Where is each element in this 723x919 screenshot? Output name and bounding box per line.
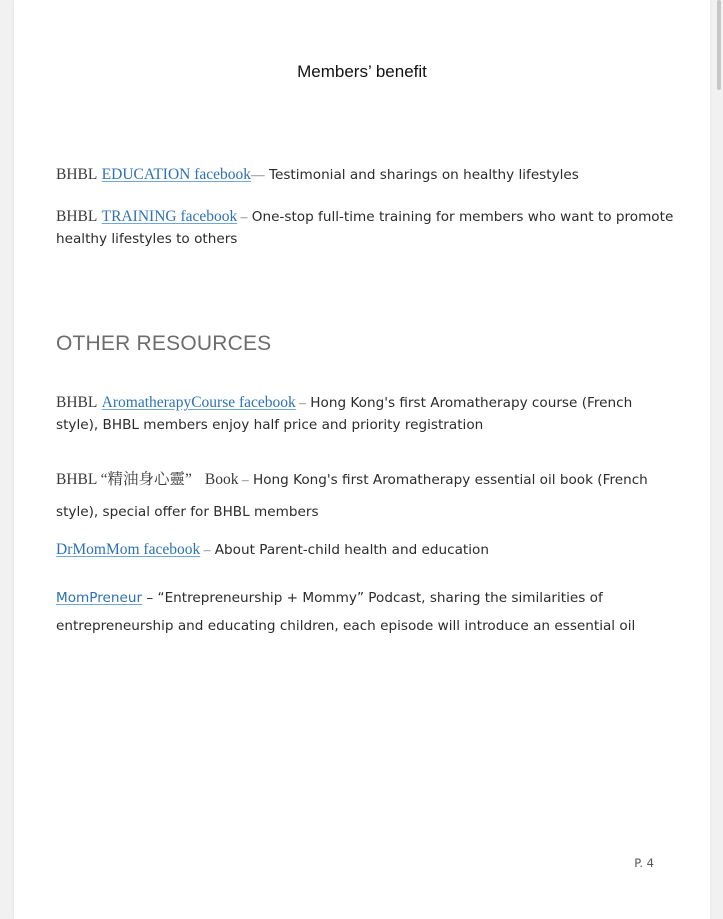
page-title: Members’ benefit <box>297 62 427 81</box>
aromatherapy-course-entry <box>56 392 676 436</box>
aromatherapy-book-entry <box>56 464 676 528</box>
mompreneur-link[interactable]: MomPreneur <box>56 590 143 606</box>
entry-prefix: BHBL <box>56 394 98 411</box>
entry-description: Hong Kong's first Aromatherapy essential oil book (French style), special offer for BHBL members <box>56 472 648 520</box>
education-facebook-link[interactable]: EDUCATION facebook <box>101 166 252 183</box>
entry-description: Testimonial and sharings on healthy lifestyles <box>264 167 579 183</box>
other-resources-heading: OTHER RESOURCES <box>56 332 272 355</box>
education-facebook-entry <box>56 164 676 186</box>
drmommom-entry <box>56 539 676 561</box>
training-facebook-link[interactable]: TRAINING facebook <box>101 208 238 225</box>
entry-prefix: BHBL <box>56 166 98 183</box>
entry-separator: – <box>142 590 154 606</box>
book-title: BHBL “精油身心靈” <box>56 471 192 488</box>
entry-description: About Parent-child health and education <box>210 542 489 558</box>
entry-separator: – <box>295 395 306 410</box>
entry-description: Hong Kong's first Aromatherapy course (French style), BHBL members enjoy half price and priority registration <box>56 395 633 433</box>
entry-prefix: BHBL <box>56 208 98 225</box>
entry-description: One-stop full-time training for members who want to promote healthy lifestyles to others <box>56 209 674 247</box>
book-label: Book <box>204 471 239 488</box>
entry-separator: – <box>238 472 249 487</box>
training-facebook-entry <box>56 206 676 250</box>
aromatherapy-course-facebook-link[interactable]: AromatherapyCourse facebook <box>101 394 296 411</box>
mompreneur-entry <box>56 584 676 640</box>
entry-separator: – <box>237 209 248 224</box>
scrollbar-thumb[interactable] <box>717 0 721 90</box>
entry-separator: – <box>200 542 211 557</box>
page-number: P. 4 <box>634 856 654 870</box>
document-page <box>14 0 710 919</box>
entry-description: “Entrepreneurship + Mommy” Podcast, sharing the similarities of entrepreneurship and educating children, each episode will introduce an essential oil <box>56 590 636 634</box>
drmommom-facebook-link[interactable]: DrMomMom facebook <box>56 541 201 558</box>
entry-separator: — <box>251 167 265 182</box>
